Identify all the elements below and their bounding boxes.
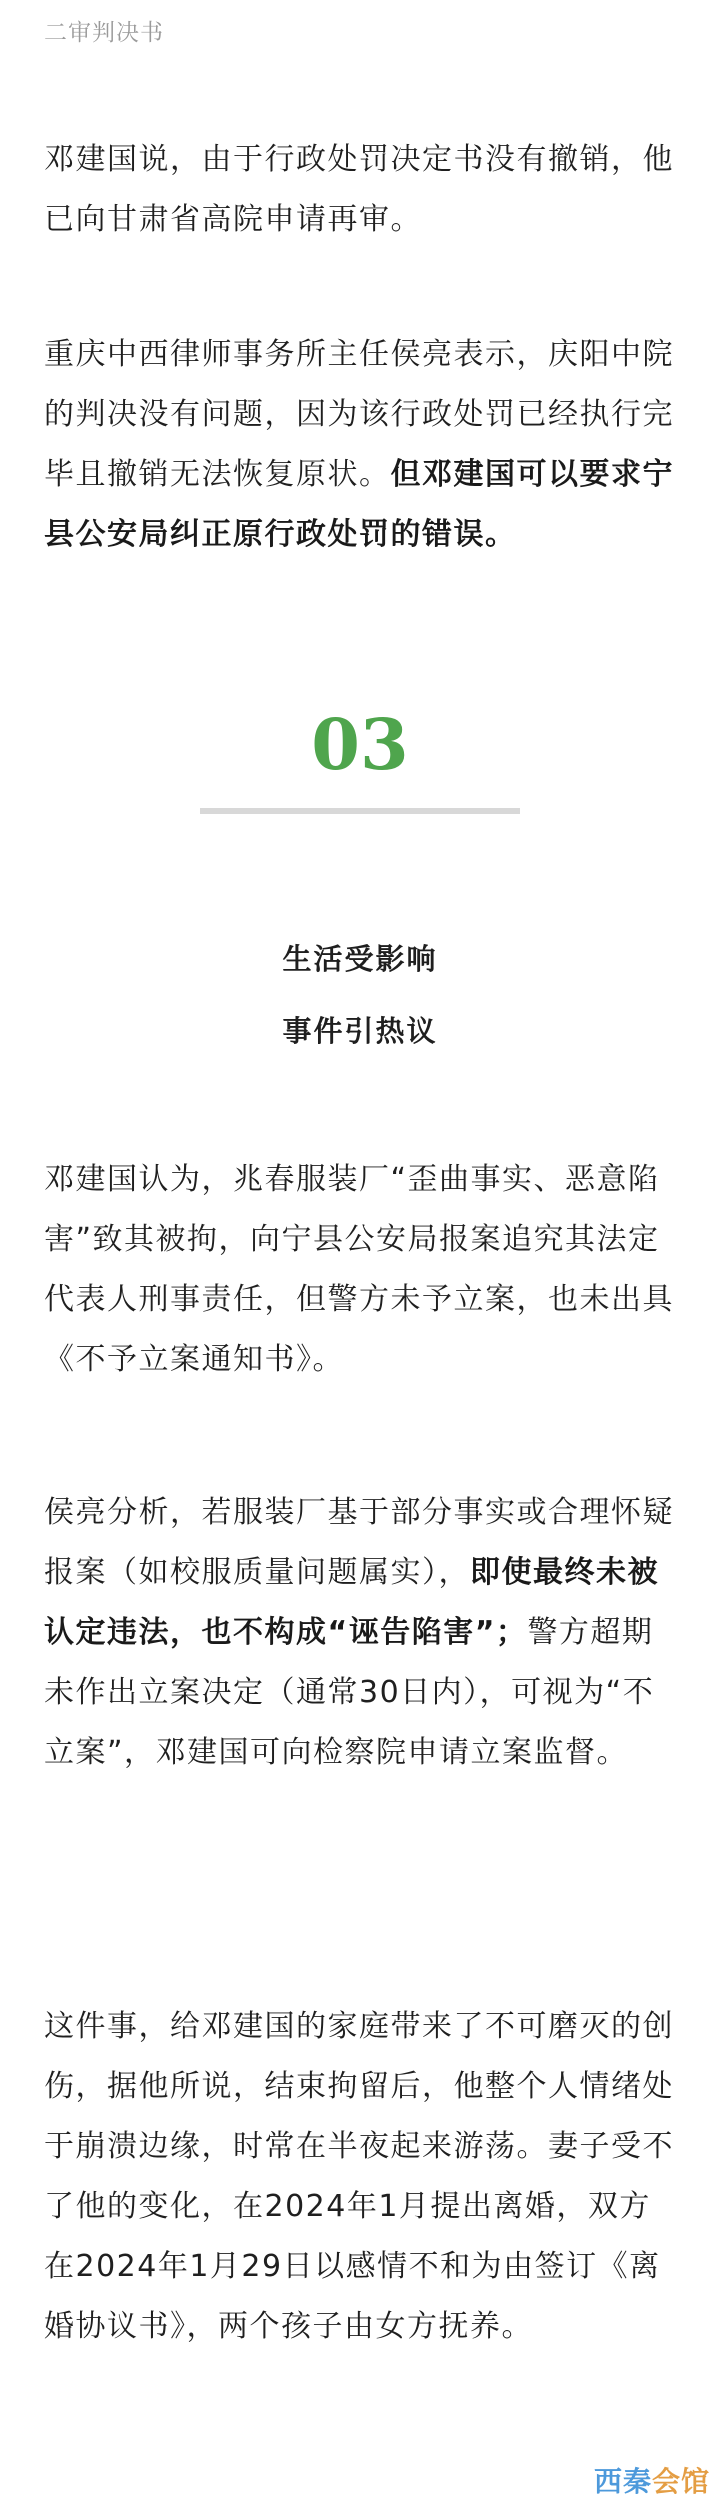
watermark-logo xyxy=(594,2460,710,2500)
section-subtitle-1: 生活受影响 xyxy=(282,942,438,976)
paragraph-text: 警方超期未作出立案决定（通常30日内），可视为“不立案”，邓建国可向检察院申请立案监督。 xyxy=(44,1615,655,1770)
paragraph-text: 邓建国说，由于行政处罚决定书没有撤销，他已向甘肃省高院申请再审。 xyxy=(44,142,674,237)
paragraph-police-report xyxy=(44,1150,680,1390)
paragraph-text: 这件事，给邓建国的家庭带来了不可磨灭的创伤，据他所说，结束拘留后，他整个人情绪处于崩溃边缘，时常在半夜起来游荡。妻子受不了他的变化，在2024年1月提出离婚，双方在2024年1月29日以感情不和为由签订《离婚协议书》，两个孩子由女方抚养。 xyxy=(44,2009,674,2344)
watermark-text-accent: 会馆 xyxy=(651,2465,710,2498)
image-caption: 二审判决书 xyxy=(44,20,164,46)
paragraph-lawyer-opinion xyxy=(44,325,680,565)
paragraph-emphasis: 但邓建国可以要求宁县公安局纠正原行政处罚的错误。 xyxy=(44,457,674,552)
paragraph-text: 重庆中西律师事务所主任侯亮表示，庆阳中院的判决没有问题，因为该行政处罚已经执行完毕且撤销无法恢复原状。 xyxy=(44,337,674,492)
watermark-text: 西秦 xyxy=(593,2465,652,2498)
paragraph-text: 侯亮分析，若服装厂基于部分事实或合理怀疑报案（如校服质量问题属实）， xyxy=(44,1495,674,1590)
section-divider xyxy=(200,808,520,814)
paragraph-family-impact xyxy=(44,1997,680,2357)
paragraph-legal-analysis xyxy=(44,1483,680,1783)
paragraph-retrial xyxy=(44,130,680,250)
section-subtitle-2: 事件引热议 xyxy=(282,1014,438,1048)
section-number: 03 xyxy=(311,703,409,786)
paragraph-text: 邓建国认为，兆春服装厂“歪曲事实、恶意陷害”致其被拘，向宁县公安局报案追究其法定代表人刑事责任，但警方未予立案，也未出具《不予立案通知书》。 xyxy=(44,1162,674,1377)
paragraph-emphasis: 即使最终未被认定违法，也不构成“诬告陷害”； xyxy=(44,1555,659,1650)
